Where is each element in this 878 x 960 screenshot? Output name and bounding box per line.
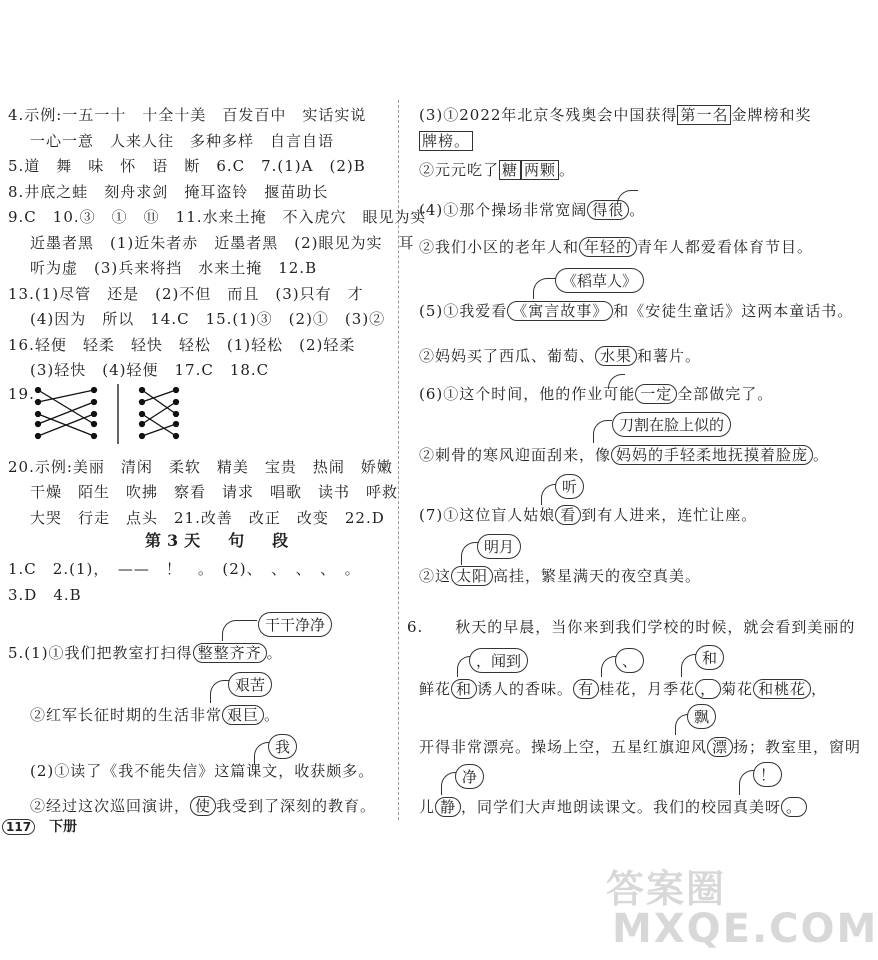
- watermark-url: MXQE.COM: [612, 906, 878, 952]
- boxed-word: 牌榜。: [419, 131, 473, 151]
- correction-arrow: [541, 484, 556, 505]
- match-line: [142, 390, 176, 414]
- correction-bubble: 我: [268, 734, 297, 759]
- correction-bubble: 和: [695, 645, 724, 670]
- answer-line-5-4: ②经过这次巡回演讲， 使 我受到了深刻的教育。: [30, 797, 377, 815]
- boxed-word: 两颗: [521, 160, 559, 180]
- answer-line-r6b: ②刺骨的寒风迎面刮来，像 妈妈的手轻柔地抚摸着脸庞 。: [419, 446, 830, 464]
- correction-bubble: 艰苦: [228, 672, 272, 697]
- circled-word: 太阳: [451, 566, 493, 586]
- circled-word: 一定: [635, 384, 677, 404]
- answer-line-13: 13.(1)尽管 还是 (2)不但 而且 (3)只有 才: [8, 285, 364, 303]
- answer-line-4: 4.示例:一五一十 十全十美 百发百中 实话实说: [8, 106, 367, 124]
- match-line: [38, 390, 94, 424]
- answer-line-5-2: ②红军长征时期的生活非常 艰巨 。: [30, 706, 281, 724]
- answer-line-r6: (6)①这个时间，他的作业可能 一定 全部做完了。: [419, 385, 774, 403]
- correction-bubble: 干干净净: [258, 612, 332, 637]
- circled-word: ，: [695, 679, 721, 699]
- answer-line-8: 8.井底之蛙 刻舟求剑 掩耳盗铃 揠苗助长: [8, 183, 329, 201]
- answer-line-r3b: [419, 130, 473, 151]
- answer-line-19: 19.: [8, 385, 35, 403]
- circled-word: 看: [555, 505, 581, 525]
- correction-arrow: [457, 656, 470, 677]
- circled-word: 《寓言故事》: [507, 301, 613, 321]
- volume-label: 下册: [49, 819, 78, 835]
- correction-bubble: 飘: [687, 704, 716, 729]
- circled-word: 静: [435, 797, 461, 817]
- page-footer: [2, 816, 77, 836]
- correction-arrow: [461, 542, 478, 565]
- answer-line-9: 9.C 10.③ ① ⑪ 11.水来土掩 不入虎穴 眼见为实: [8, 208, 427, 226]
- answer-line-11c: 听为虚 (3)兵来将挡 水来土掩 12.B: [30, 259, 318, 277]
- answer-line-6: 6. 秋天的早晨，当你来到我们学校的时候，就会看到美丽的: [407, 618, 856, 636]
- answer-line-r4: (4)①那个操场非常宽阔 得很 。: [419, 201, 646, 219]
- answer-line-r7b: ②这 太阳 高挂，繁星满天的夜空真美。: [419, 567, 702, 585]
- circled-word: 和桃花: [753, 679, 811, 699]
- answer-line-13b: (4)因为 所以 14.C 15.(1)③ (2)① (3)②: [30, 310, 386, 328]
- correction-arrow: [739, 770, 754, 795]
- match-line: [38, 402, 94, 424]
- circled-word: 使: [190, 796, 216, 816]
- answer-line-20b: 干燥 陌生 吹拂 察看 请求 唱歌 读书 呼救: [30, 483, 399, 501]
- answer-line-r3c: ②元元吃了 糖 两颗 。: [419, 161, 576, 179]
- answer-line-20: 20.示例:美丽 清闲 柔软 精美 宝贵 热闹 娇嫩: [8, 458, 393, 476]
- correction-bubble: 明月: [477, 534, 521, 559]
- watermark-logo: 答案圈: [606, 867, 727, 911]
- match-line: [142, 424, 176, 436]
- answer-line-r4b: ②我们小区的老年人和 年轻的 青年人都爱看体育节目。: [419, 238, 814, 256]
- answer-line-r3: (3)①2022年北京冬残奥会中国获得 第一名 金牌榜和奖: [419, 106, 812, 124]
- answer-line-3: 3.D 4.B: [8, 586, 82, 604]
- boxed-word: 糖: [499, 160, 521, 180]
- section-title: 第3天 句 段: [145, 531, 295, 550]
- correction-bubble: ，闻到: [469, 648, 528, 673]
- circled-word: 水果: [595, 346, 637, 366]
- correction-arrow: [681, 654, 696, 677]
- matching-diagram: [30, 384, 180, 446]
- circled-word: 和: [451, 679, 477, 699]
- circled-word: 妈妈的手轻柔地抚摸着脸庞: [611, 445, 813, 465]
- circled-word: 整整齐齐: [193, 643, 267, 663]
- answer-line-6c: 开得非常漂亮。操场上空，五星红旗迎风 漂 扬；教室里，窗明: [419, 738, 862, 756]
- correction-bubble: 刀割在脸上似的: [612, 412, 731, 437]
- correction-arrow: [441, 772, 456, 795]
- correction-bubble: 净: [455, 764, 484, 789]
- answer-line-5-3: (2)①读了《我不能失信》这篇课文，收获颇多。: [30, 762, 375, 780]
- correction-bubble: 、: [615, 648, 644, 673]
- circled-word: 漂: [707, 737, 733, 757]
- circled-word: 年轻的: [579, 237, 637, 257]
- correction-arrow: [533, 278, 556, 299]
- answer-line-r5: (5)①我爱看 《寓言故事》 和《安徒生童话》这两本童话书。: [419, 302, 854, 320]
- circled-word: 艰巨: [222, 705, 264, 725]
- answer-line-5-1: 5.(1)①我们把教室打扫得 整整齐齐 。: [8, 644, 283, 662]
- answer-line-20c: 大哭 行走 点头 21.改善 改正 改变 22.D: [30, 509, 385, 527]
- correction-bubble: 《稻草人》: [555, 268, 644, 293]
- correction-arrow: [601, 656, 616, 677]
- correction-arrow: [675, 714, 688, 735]
- answer-line-16: 16.轻便 轻柔 轻快 轻松 (1)轻松 (2)轻柔: [8, 336, 356, 354]
- circled-word: 有: [573, 679, 599, 699]
- answer-line-r5b: ②妈妈买了西瓜、葡萄、 水果 和薯片。: [419, 347, 702, 365]
- answer-line-6d: 儿 静 ，同学们大声地朗读课文。我们的校园真美呀 。: [419, 796, 807, 817]
- correction-arrow: [210, 680, 229, 703]
- match-line: [142, 402, 176, 424]
- match-line: [38, 390, 94, 402]
- answer-line-4b: 一心一意 人来人往 多种多样 自言自语: [30, 132, 335, 150]
- answer-line-r7: (7)①这位盲人姑娘 看 到有人进来，连忙让座。: [419, 506, 758, 524]
- answer-line-1: 1.C 2.(1)， —— ！ 。 (2)、 、 、 、 。: [8, 560, 361, 578]
- correction-arrow: [222, 620, 257, 641]
- correction-bubble: 听: [555, 474, 584, 499]
- answer-line-5: 5.道 舞 味 怀 语 断 6.C 7.(1)A (2)B: [8, 157, 366, 175]
- correction-bubble: ！: [753, 762, 782, 787]
- answer-line-6b: 鲜花 和 诱人的香味。 有 桂花，月季花 ， 菊花 和桃花 ，: [419, 680, 828, 698]
- page-number: 117: [2, 819, 35, 835]
- match-line: [142, 390, 176, 402]
- circled-word: 得很: [587, 200, 629, 220]
- boxed-word: 第一名: [677, 105, 731, 125]
- answer-line-11b: 近墨者黑 (1)近朱者赤 近墨者黑 (2)眼见为实 耳: [30, 234, 415, 252]
- match-line: [142, 414, 176, 436]
- circled-word: 。: [781, 797, 807, 817]
- correction-arrow: [593, 420, 612, 443]
- answer-line-16b: (3)轻快 (4)轻便 17.C 18.C: [30, 361, 270, 379]
